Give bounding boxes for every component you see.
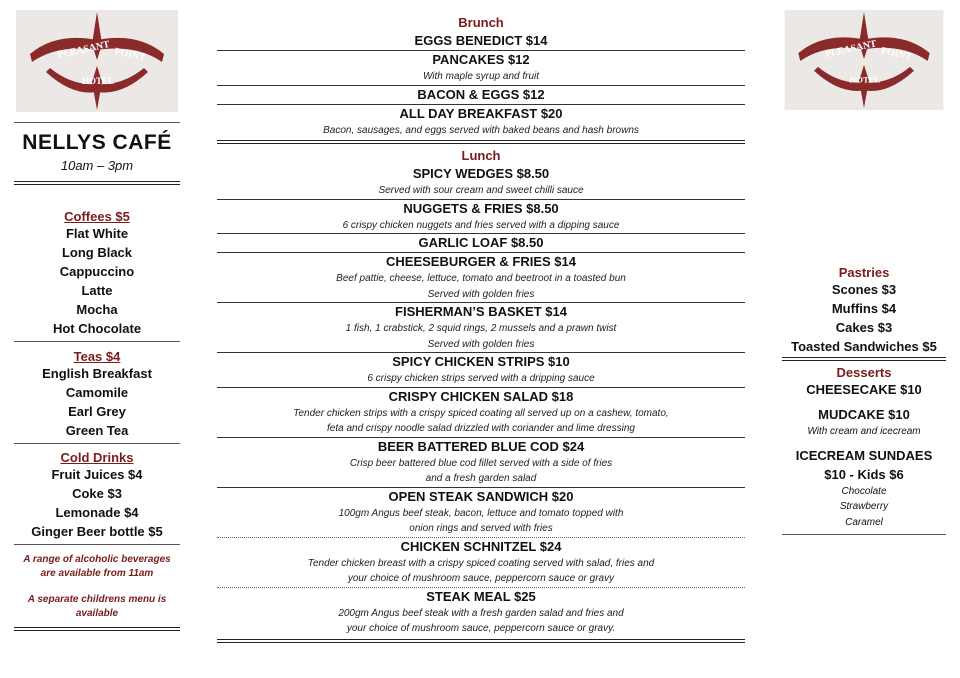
menu-item (217, 303, 745, 352)
menu-item-name: BEER BATTERED BLUE COD $24 (377, 438, 585, 454)
menu-item-name: CHICKEN SCHNITZEL $24 (400, 538, 562, 554)
menu-item (217, 538, 745, 587)
list-item: Scones $3 (831, 282, 897, 297)
pastries-heading: Pastries (838, 265, 890, 280)
menu-item-name: GARLIC LOAF $8.50 (418, 235, 544, 250)
menu-item-description: Bacon, sausages, and eggs served with baked beans and hash browns (323, 124, 639, 136)
menu-item-name: CRISPY CHICKEN SALAD $18 (388, 388, 574, 404)
menu-item-description: 6 crispy chicken nuggets and fries served with a dipping sauce (342, 219, 620, 231)
menu-item-name: SPICY CHICKEN STRIPS $10 (392, 354, 570, 369)
menu-item (217, 488, 745, 537)
flavour: Strawberry (839, 501, 889, 512)
double-divider (217, 140, 745, 144)
menu-item (217, 200, 745, 234)
menu-item (217, 32, 745, 50)
menu-item-name: PANCAKES $12 (432, 52, 530, 67)
list-item: Mocha (76, 302, 118, 317)
divider (782, 534, 946, 535)
menu-item (217, 253, 745, 302)
menu-item-description: onion rings and served with fries (409, 523, 553, 534)
svg-text:POINT: POINT (880, 45, 913, 63)
teas-list (14, 364, 180, 440)
menu-item-description: Served with golden fries (427, 288, 535, 300)
list-item: Ginger Beer bottle $5 (31, 524, 163, 539)
lunch-heading: Lunch (461, 148, 501, 163)
menu-item-name: ALL DAY BREAKFAST $20 (399, 105, 563, 121)
divider (14, 122, 180, 123)
list-item: Latte (81, 283, 113, 298)
flavour: Caramel (845, 516, 883, 528)
sundae-flavours (782, 484, 946, 531)
pleasant-point-hotel-logo (784, 10, 944, 110)
list-item: Flat White (65, 226, 129, 241)
list-item: Cakes $3 (835, 320, 893, 335)
menu-item-name: FISHERMAN’S BASKET $14 (395, 304, 567, 319)
menu-item-description: 200gm Angus beef steak with a fresh garden salad and fries and (338, 607, 624, 619)
menu-item-description: Beef pattie, cheese, lettuce, tomato and beetroot in a toasted bun (336, 273, 626, 284)
list-item: English Breakfast (42, 366, 152, 381)
coffees-heading: Coffees $5 (64, 209, 130, 224)
menu-item-name: SPICY WEDGES $8.50 (412, 166, 550, 181)
menu-item-description: your choice of mushroom sauce, peppercorn sauce or gravy. (346, 623, 616, 634)
cafe-title: NELLYS CAFÉ (22, 131, 172, 154)
brunch-list (217, 32, 745, 138)
menu-item (217, 105, 745, 139)
left-column (14, 10, 180, 631)
list-item: Earl Grey (68, 404, 126, 419)
pleasant-point-hotel-logo (16, 10, 178, 112)
sundae-item: ICECREAM SUNDAES (795, 447, 933, 463)
mudcake-item: MUDCAKE $10 (818, 407, 910, 422)
svg-text:PLEASANT: PLEASANT (56, 39, 111, 61)
double-divider (217, 639, 745, 643)
childrens-menu-note: A separate childrens menu is available (27, 594, 167, 619)
menu-item-description: Tender chicken breast with a crispy spiced coating served with salad, fries and (307, 557, 655, 569)
divider (14, 544, 180, 545)
menu-item-name: NUGGETS & FRIES $8.50 (403, 200, 559, 216)
alcohol-note: A range of alcoholic beverages are available from 11am (23, 554, 171, 579)
svg-text:HOTEL: HOTEL (849, 74, 881, 85)
lunch-list (217, 165, 745, 637)
list-item: Hot Chocolate (52, 321, 142, 336)
coffees-list (14, 224, 180, 338)
list-item: Long Black (61, 245, 133, 260)
svg-text:PLEASANT: PLEASANT (824, 38, 878, 60)
menu-item (217, 165, 745, 199)
menu-item-name: BACON & EGGS $12 (417, 86, 545, 102)
menu-item (217, 51, 745, 85)
cold-drinks-list (14, 465, 180, 541)
menu-item-description: 1 fish, 1 crabstick, 2 squid rings, 2 mussels and a prawn twist (345, 323, 617, 334)
list-item: Coke $3 (72, 486, 122, 501)
menu-item-name: EGGS BENEDICT $14 (414, 33, 548, 48)
menu-item (217, 388, 745, 437)
svg-text:POINT: POINT (113, 46, 147, 64)
menu-item-name: CHEESEBURGER & FRIES $14 (386, 254, 576, 269)
divider (14, 443, 180, 444)
menu-item-name: STEAK MEAL $25 (426, 588, 536, 604)
list-item: Green Tea (65, 423, 129, 438)
teas-heading: Teas $4 (73, 349, 121, 364)
double-divider (14, 627, 180, 631)
list-item: Fruit Juices $4 (51, 467, 143, 482)
menu-item (217, 438, 745, 487)
list-item: Camomile (65, 385, 129, 400)
menu-item (217, 234, 745, 252)
menu-item-description: Crisp beer battered blue cod fillet served with a side of fries (349, 457, 613, 469)
list-item: Toasted Sandwiches $5 (791, 339, 937, 354)
list-item: Lemonade $4 (55, 505, 139, 520)
list-item: Cappuccino (59, 264, 135, 279)
menu-item-description: feta and crispy noodle salad drizzled with coriander and lime dressing (327, 423, 635, 434)
divider (14, 341, 180, 342)
menu-item-description: Served with sour cream and sweet chilli sauce (378, 185, 584, 196)
menu-item-description: 100gm Angus beef steak, bacon, lettuce and tomato topped with (338, 507, 624, 519)
cold-drinks-heading: Cold Drinks (60, 450, 134, 465)
pastries-list (782, 280, 946, 356)
list-item: Muffins $4 (831, 301, 897, 316)
main-menu-column (217, 14, 745, 643)
right-column (782, 10, 946, 535)
double-divider (782, 357, 946, 361)
brunch-heading: Brunch (458, 15, 504, 30)
menu-item-description: and a fresh garden salad (425, 473, 537, 484)
menu-item-description: Tender chicken strips with a crispy spiced coating all served up on a cashew, tomato, (293, 407, 669, 419)
desserts-heading: Desserts (836, 365, 892, 380)
menu-item-description: your choice of mushroom sauce, peppercorn sauce or gravy (347, 573, 615, 584)
flavour: Chocolate (841, 485, 887, 497)
menu-item (217, 86, 745, 104)
cafe-hours: 10am – 3pm (60, 158, 134, 173)
menu-item-description: Served with golden fries (427, 338, 535, 350)
menu-item-description: 6 crispy chicken strips served with a dripping sauce (367, 373, 595, 384)
cheesecake-item: CHEESECAKE $10 (806, 382, 922, 397)
sundae-price: $10 - Kids $6 (824, 466, 904, 482)
menu-item-name: OPEN STEAK SANDWICH $20 (388, 488, 574, 504)
svg-text:HOTEL: HOTEL (82, 76, 115, 86)
double-divider (14, 181, 180, 185)
mudcake-desc: With cream and icecream (807, 426, 921, 437)
menu-item (217, 353, 745, 387)
menu-item-description: With maple syrup and fruit (422, 71, 540, 82)
menu-item (217, 588, 745, 637)
